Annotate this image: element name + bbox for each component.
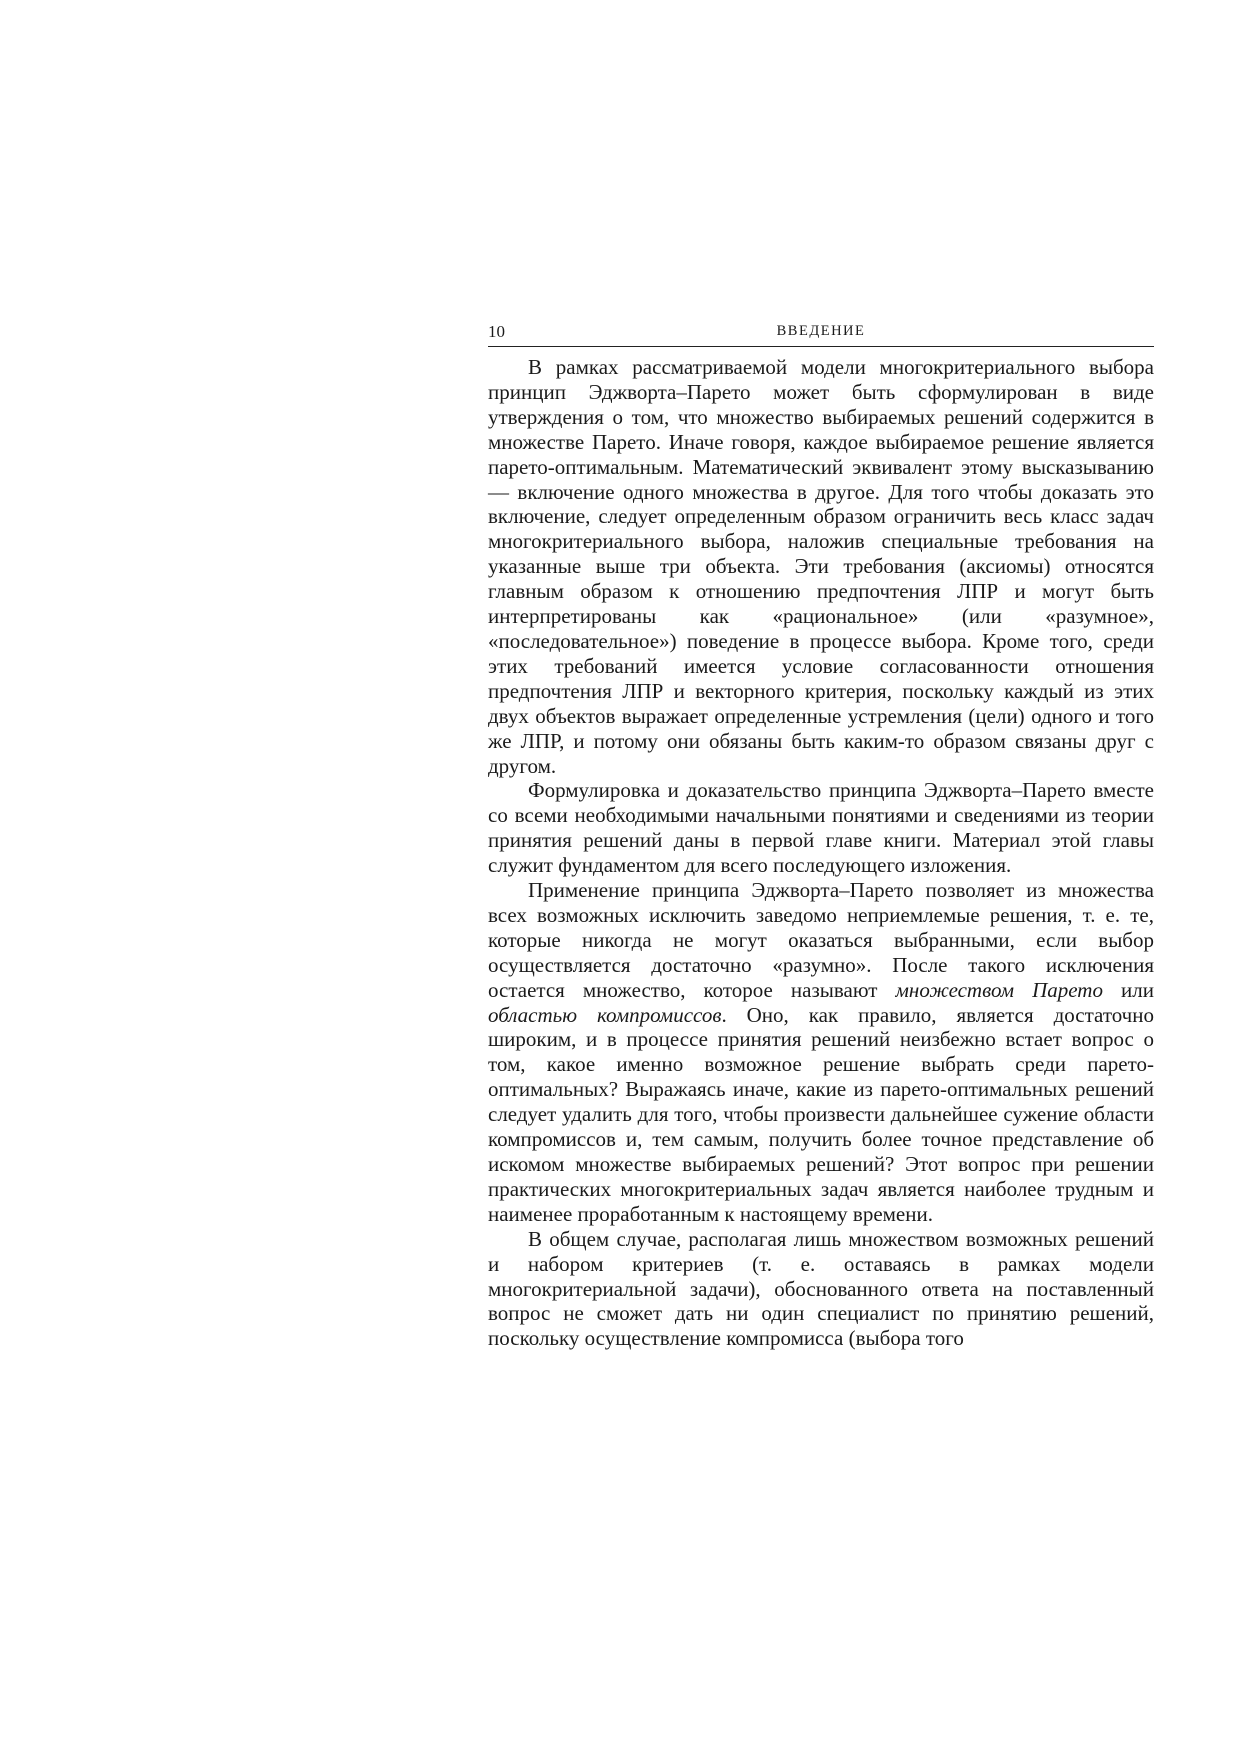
term-pareto-set: множеством Парето — [895, 977, 1103, 1002]
paragraph-3-text-2: или — [1102, 977, 1154, 1002]
body-text — [488, 355, 1154, 1351]
term-compromise-area: областью компромиссов — [488, 1002, 722, 1027]
book-page — [488, 320, 1154, 1351]
running-head — [488, 320, 1154, 347]
paragraph-3-text-3: . Оно, как правило, является достаточно широким, и в процессе принятия решений неизбежно встает вопрос о том, какое именно возможное решение выбрать среди парето-оптимальных? Выражаясь иначе, какие из парето-оптимальных решений следует удалить для того, чтобы произвести дальнейшее сужение области компромиссов и, тем самым, получить более точное представление об искомом множестве выбираемых решений? Этот вопрос при решении практических многокритериальных задач является наиболее трудным и наименее проработанным к настоящему времени. — [488, 1002, 1154, 1226]
paragraph-3 — [488, 878, 1154, 1227]
paragraph-3-text-1: Применение принципа Эджворта–Парето позволяет из множества всех возможных исключить заведомо неприемлемые решения, т. е. те, которые никогда не могут оказаться выбранными, если выбор осуществляется достаточно «разумно». После такого исключения остается множество, которое называют — [488, 878, 1154, 1002]
page-number: 10 — [488, 322, 505, 341]
paragraph-4: В общем случае, располагая лишь множеством возможных решений и набором критериев (т. е. оставаясь в рамках модели многокритериальной задачи), обоснованного ответа на поставленный вопрос не сможет дать ни один специалист по принятию решений, поскольку осуществление компромисса (выбора того — [488, 1226, 1154, 1351]
paragraph-1: В рамках рассматриваемой модели многокритериального выбора принцип Эджворта–Парето может быть сформулирован в виде утверждения о том, что множество выбираемых решений содержится в множестве Парето. Иначе говоря, каждое выбираемое решение является парето-оптимальным. Математический эквивалент этому высказыванию — включение одного множества в другое. Для того чтобы доказать это включение, следует определенным образом ограничить весь класс задач многокритериального выбора, наложив специальные требования на указанные выше три объекта. Эти требования (аксиомы) относятся главным образом к отношению предпочтения ЛПР и могут быть интерпретированы как «рациональное» (или «разумное», «последовательное») поведение в процессе выбора. Кроме того, среди этих требований имеется условие согласованности отношения предпочтения ЛПР и векторного критерия, поскольку каждый из этих двух объектов выражает определенные устремления (цели) одного и того же ЛПР, и потому они обязаны быть каким-то образом связаны друг с другом. — [488, 355, 1154, 778]
paragraph-2: Формулировка и доказательство принципа Эджворта–Парето вместе со всеми необходимыми начальными понятиями и сведениями из теории принятия решений даны в первой главе книги. Материал этой главы служит фундаментом для всего последующего изложения. — [488, 778, 1154, 878]
section-title: ВВЕДЕНИЕ — [776, 323, 866, 339]
